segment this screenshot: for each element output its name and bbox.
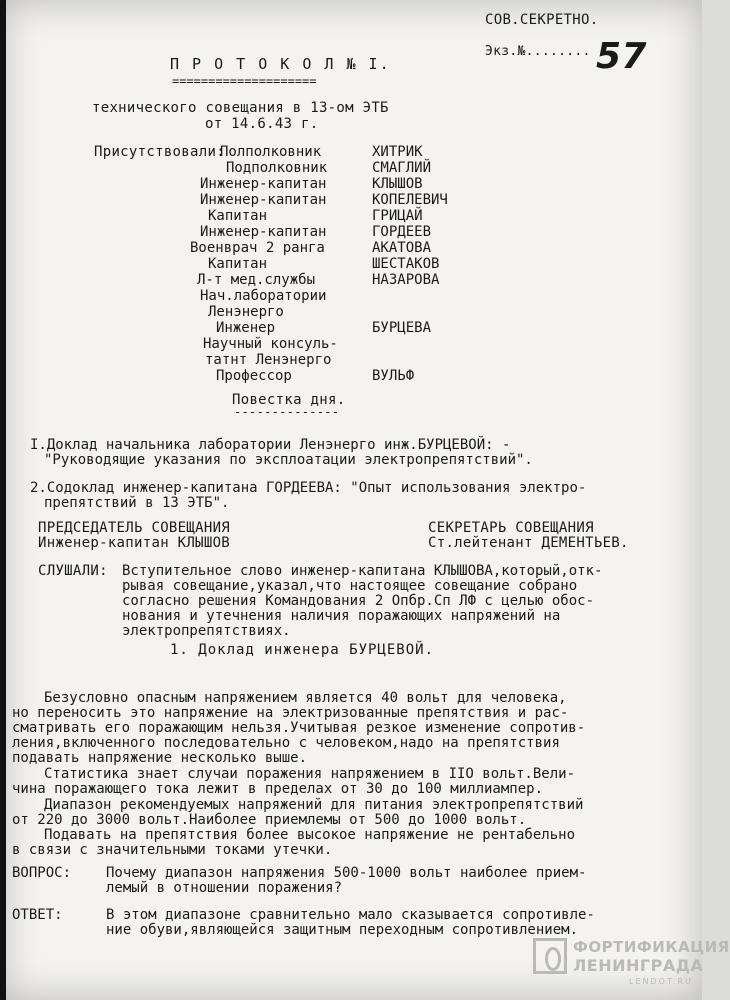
attendee-rank: татнт Ленэнерго [205,352,332,368]
chair-title: ПРЕДСЕДАТЕЛЬ СОВЕЩАНИЯ [38,520,231,536]
heard-line: согласно решения Командования 2 Опбр.Сп ЛФ с целью обос- [122,593,595,609]
question-line: лемый в отношении поражения? [106,880,343,896]
agenda-item-line: I.Доклад начальника лаборатории Ленэнерго инж.БУРЦЕВОЙ: - [30,437,511,453]
watermark-line-1: ФОРТИФИКАЦИЯ [573,938,730,956]
copy-label: Экз.№........ [485,44,591,59]
agenda-item-line: препятствий в 13 ЭТБ". [44,495,230,511]
report-line: ления,включенного последовательно с человеком,надо на препятствия [12,735,560,751]
report-line: Подавать на препятствия более высокое напряжение не рентабельно [44,827,576,843]
attendee-rank: Капитан [208,208,268,224]
fortification-logo-icon [533,938,567,974]
report-line: Диапазон рекомендуемых напряжений для питания электропрепятствий [44,797,584,813]
heard-line: нования и утечнения наличия поражающих напряжений на [122,608,561,624]
watermark [533,932,730,990]
attendee-name: ГОРДЕЕВ [372,224,432,240]
secretary-title: СЕКРЕТАРЬ СОВЕЩАНИЯ [428,520,594,536]
secretary-name: Ст.лейтенант ДЕМЕНТЬЕВ. [428,535,629,551]
agenda-item-line: "Руководящие указания по эксплоатации электропрепятствий". [44,452,533,468]
heard-label: СЛУШАЛИ: [38,563,108,579]
attendee-rank: Научный консуль- [203,336,338,352]
scan-edge [0,0,6,1000]
question-line: Почему диапазон напряжения 500-1000 вольт наиболее прием- [106,865,587,881]
attendee-rank: Ленэнерго [208,304,284,320]
attendee-rank: Нач.лаборатории [200,288,327,304]
attendee-name: КЛЫШОВ [372,176,423,192]
copy-number-handwritten: 57 [596,36,647,77]
subtitle-line-2: от 14.6.43 г. [205,116,319,132]
attendee-name: НАЗАРОВА [372,272,440,288]
attendee-rank: Инженер [216,320,276,336]
attendee-name: БУРЦЕВА [372,320,432,336]
classification-stamp: СОВ.СЕКРЕТНО. [485,12,599,28]
heard-line: электропрепятствиях. [122,623,291,639]
title-underline: ==================== [172,74,317,88]
attendee-name: КОПЕЛЕВИЧ [372,192,448,208]
subtitle-line-1: технического совещания в 13-ом ЭТБ [92,100,389,116]
agenda-rule: -------------- [234,405,340,419]
attendee-name: СМАГЛИЙ [372,160,432,176]
attendee-rank: Капитан [208,256,268,272]
attendee-name: ГРИЦАЙ [372,208,423,224]
report-line: в связи с значительными токами утечки. [12,842,333,858]
report-line: чина поражающего тока лежит в пределах от 30 до 100 миллиампер. [12,781,544,797]
report-line: подавать напряжение несколько выше. [12,750,308,766]
chair-name: Инженер-капитан КЛЫШОВ [38,535,231,551]
answer-line: В этом диапазоне сравнительно мало сказывается сопротивле- [106,907,595,923]
answer-line: ние обуви,являющейся защитным переходным сопротивлением. [106,922,579,938]
agenda-title: Повестка дня. [232,392,346,408]
attendee-name: АКАТОВА [372,240,432,256]
attendee-rank: Подполковник [226,160,328,176]
attendee-rank: Инженер-капитан [200,224,327,240]
attendee-rank: Военврач 2 ранга [190,240,325,256]
report-line: Статистика знает случаи поражения напряжением в IIO вольт.Вели- [44,766,576,782]
answer-label: ОТВЕТ: [12,907,63,923]
report-line: Безусловно опасным напряжением является 40 вольт для человека, [44,690,567,706]
attendee-rank: Инженер-капитан [200,192,327,208]
attendee-rank: Профессор [216,368,292,384]
report-line: сматривать его поражающим нельзя.Учитывая резкое изменение сопротив- [12,720,586,736]
question-label: ВОПРОС: [12,865,72,881]
document-title: П Р О Т О К О Л № I. [170,55,391,73]
watermark-line-3: LENDOT.RU [629,977,693,986]
section-heading: 1. Доклад инженера БУРЦЕВОЙ. [170,642,435,658]
attendee-rank: Инженер-капитан [200,176,327,192]
report-line: от 220 до 3000 вольт.Наиболее приемлемы от 500 до 1000 вольт. [12,812,527,828]
attendee-rank: Полполковник [220,144,322,160]
attendees-label: Присутствовали: [94,144,225,160]
heard-line: рывая совещание,указал,что настоящее совещание собрано [122,578,578,594]
attendee-name: ШЕСТАКОВ [372,256,440,272]
watermark-line-2: ЛЕНИНГРАДА [573,956,704,975]
report-line: но переносить это напряжение на электризованные препятствия и рас- [12,705,569,721]
agenda-item-line: 2.Содоклад инженер-капитана ГОРДЕЕВА: "Опыт использования электро- [30,480,587,496]
attendee-name: ХИТРИК [372,144,423,160]
heard-line: Вступительное слово инженер-капитана КЛЫШОВА,который,отк- [122,563,603,579]
attendee-name: ВУЛЬФ [372,368,415,384]
attendee-rank: Л-т мед.службы [197,272,316,288]
